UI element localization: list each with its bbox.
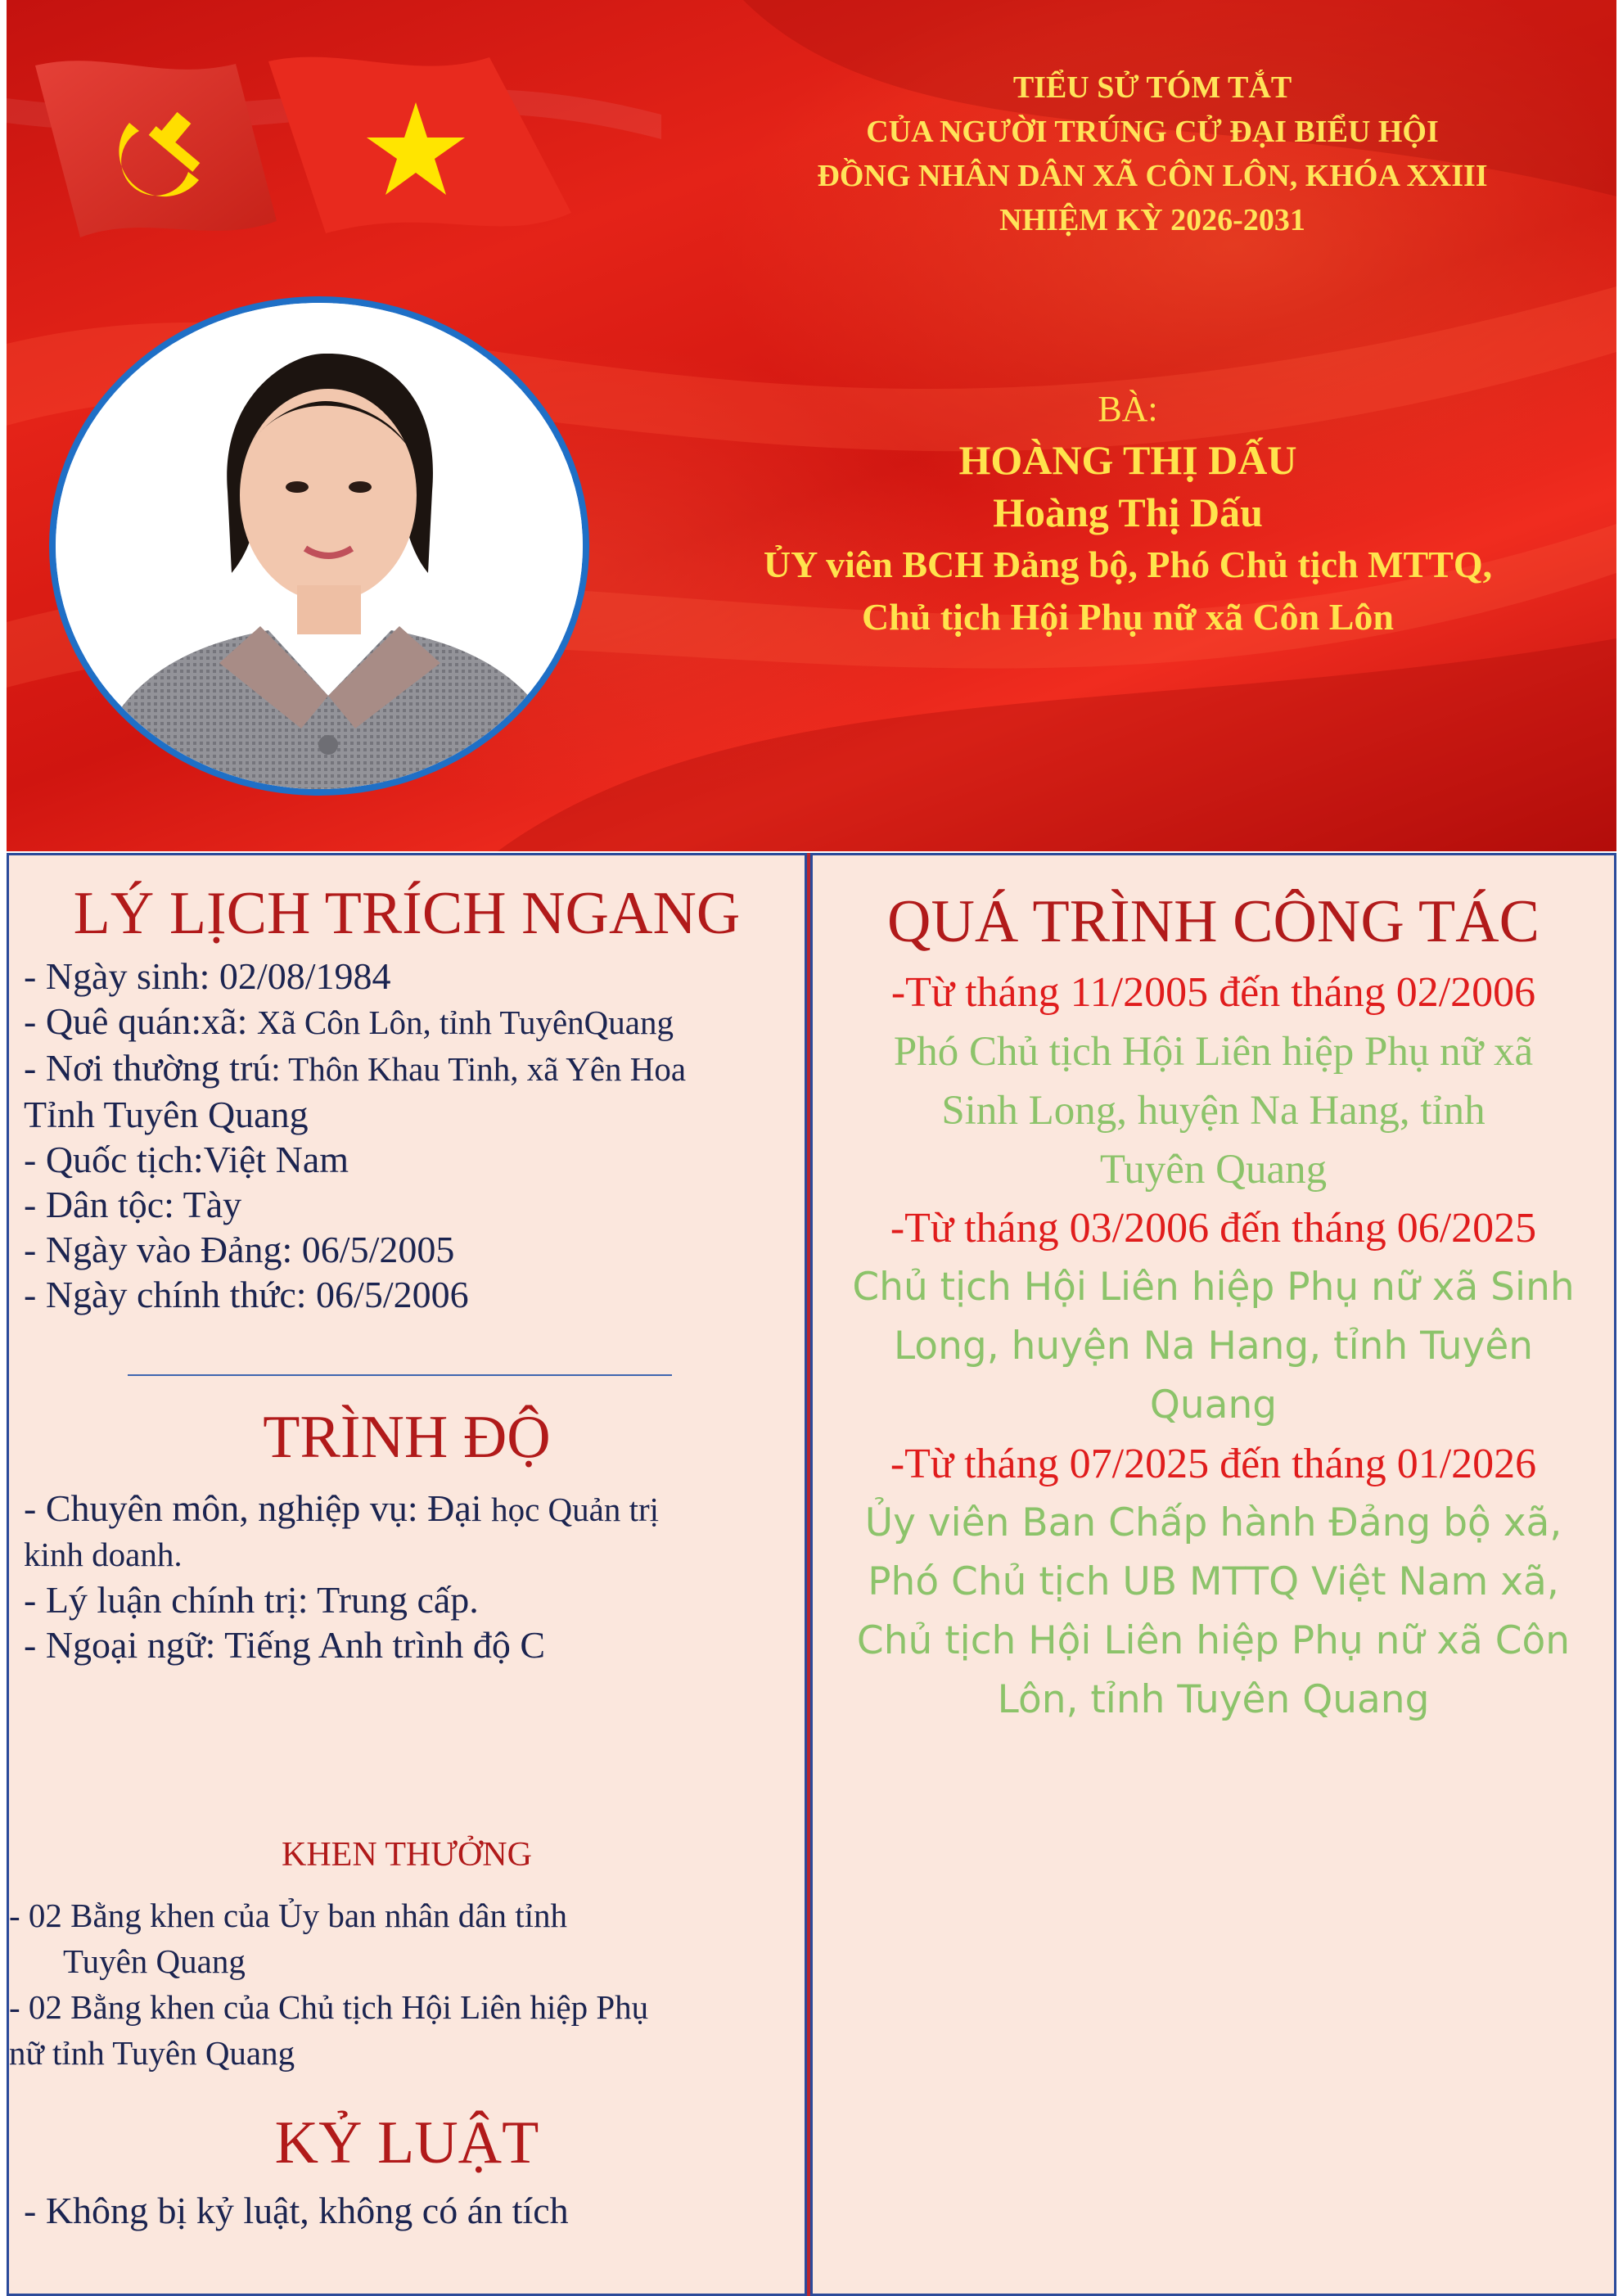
political-theory: - Lý luận chính trị: Trung cấp. [24, 1579, 479, 1621]
specialty-value: học Quản trị [491, 1491, 660, 1528]
career-title: QUÁ TRÌNH CÔNG TÁC [887, 888, 1540, 955]
award-2-line-2: nữ tỉnh Tuyên Quang [9, 2034, 295, 2072]
birth-date: - Ngày sinh: 02/08/1984 [24, 955, 391, 997]
residence: - Nơi thường trú: Thôn Khau Tinh, xã Yên Hoa [24, 1047, 687, 1089]
career-period-3: -Từ tháng 07/2025 đến tháng 01/2026 [890, 1441, 1537, 1487]
profile-title: LÝ LỊCH TRÍCH NGANG [73, 880, 741, 947]
header-line-2: CỦA NGƯỜI TRÚNG CỬ ĐẠI BIỂU HỘI [866, 115, 1439, 149]
document-header [710, 65, 1594, 242]
hometown-value: Xã Côn Lôn, tỉnh TuyênQuang [256, 1004, 674, 1041]
awards-list [9, 1892, 648, 2076]
left-panel [7, 853, 807, 2296]
foreign-language: - Ngoại ngữ: Tiếng Anh trình độ C [24, 1624, 546, 1666]
portrait-photo [49, 296, 589, 796]
hometown: - Quê quán:xã: Xã Côn Lôn, tỉnh TuyênQuang [24, 1000, 674, 1042]
person-title-1: ỦY viên BCH Đảng bộ, Phó Chủ tịch MTTQ, [763, 544, 1493, 585]
header-banner [7, 0, 1616, 851]
header-line-3: ĐỒNG NHÂN DÂN XÃ CÔN LÔN, KHÓA XXIII [817, 159, 1488, 193]
header-line-4: NHIỆM KỲ 2026-2031 [999, 203, 1305, 237]
ethnicity: - Dân tộc: Tày [24, 1184, 242, 1225]
discipline-text: - Không bị kỷ luật, không có án tích [24, 2190, 569, 2231]
party-flag-icon [35, 61, 277, 237]
right-panel [810, 853, 1616, 2296]
education-details [24, 1486, 659, 1667]
section-divider [128, 1374, 672, 1376]
award-2-line-1: - 02 Bằng khen của Chủ tịch Hội Liên hiệp Phụ [9, 1988, 649, 2026]
party-join-date: - Ngày vào Đảng: 06/5/2005 [24, 1229, 455, 1270]
person-title-2: Chủ tịch Hội Phụ nữ xã Côn Lôn [861, 596, 1395, 638]
specialty-cont: kinh doanh. [24, 1536, 183, 1573]
flags [31, 49, 596, 270]
person-name: Hoàng Thị Dấu [993, 489, 1263, 535]
person-name-upper: HOÀNG THỊ DẤU [958, 437, 1297, 483]
honorific: BÀ: [1098, 389, 1158, 429]
career-period-2: -Từ tháng 03/2006 đến tháng 06/2025 [890, 1205, 1537, 1252]
discipline-title: KỶ LUẬT [274, 2109, 539, 2176]
residence-cont: Tỉnh Tuyên Quang [24, 1094, 309, 1135]
nationality: - Quốc tịch:Việt Nam [24, 1139, 349, 1180]
party-official-date: - Ngày chính thức: 06/5/2006 [24, 1274, 469, 1315]
profile-details [24, 954, 686, 1317]
career-period-1: -Từ tháng 11/2005 đến tháng 02/2006 [890, 969, 1536, 1016]
header-line-1: TIỂU SỬ TÓM TẮT [1012, 70, 1292, 105]
education-title: TRÌNH ĐỘ [263, 1404, 551, 1471]
award-1-line-2: Tuyên Quang [63, 1942, 246, 1980]
national-flag-icon [268, 57, 571, 233]
career-entry-2 [813, 1199, 1614, 1435]
specialty: - Chuyên môn, nghiệp vụ: Đại học Quản trị [24, 1487, 660, 1529]
residence-value: : Thôn Khau Tinh, xã Yên Hoa [271, 1050, 687, 1088]
career-desc-2: Chủ tịch Hội Liên hiệp Phụ nữ xã Sinh Long, huyện Na Hang, tỉnh Tuyên Quang [852, 1265, 1575, 1428]
career-entry-1 [813, 963, 1614, 1199]
career-desc-1: Phó Chủ tịch Hội Liên hiệp Phụ nữ xã Sinh Long, huyện Na Hang, tỉnh Tuyên Quang [893, 1029, 1534, 1193]
career-desc-3: Ủy viên Ban Chấp hành Đảng bộ xã, Phó Chủ tịch UB MTTQ Việt Nam xã, Chủ tịch Hội Liên hiệp Phụ nữ xã Côn Lôn, tỉnh Tuyên Quang [856, 1500, 1571, 1722]
award-1-line-1: - 02 Bằng khen của Ủy ban nhân dân tỉnh [9, 1897, 568, 1934]
person-heading [661, 385, 1594, 643]
career-entry-3 [813, 1435, 1614, 1730]
awards-title: KHEN THƯỞNG [282, 1836, 532, 1874]
